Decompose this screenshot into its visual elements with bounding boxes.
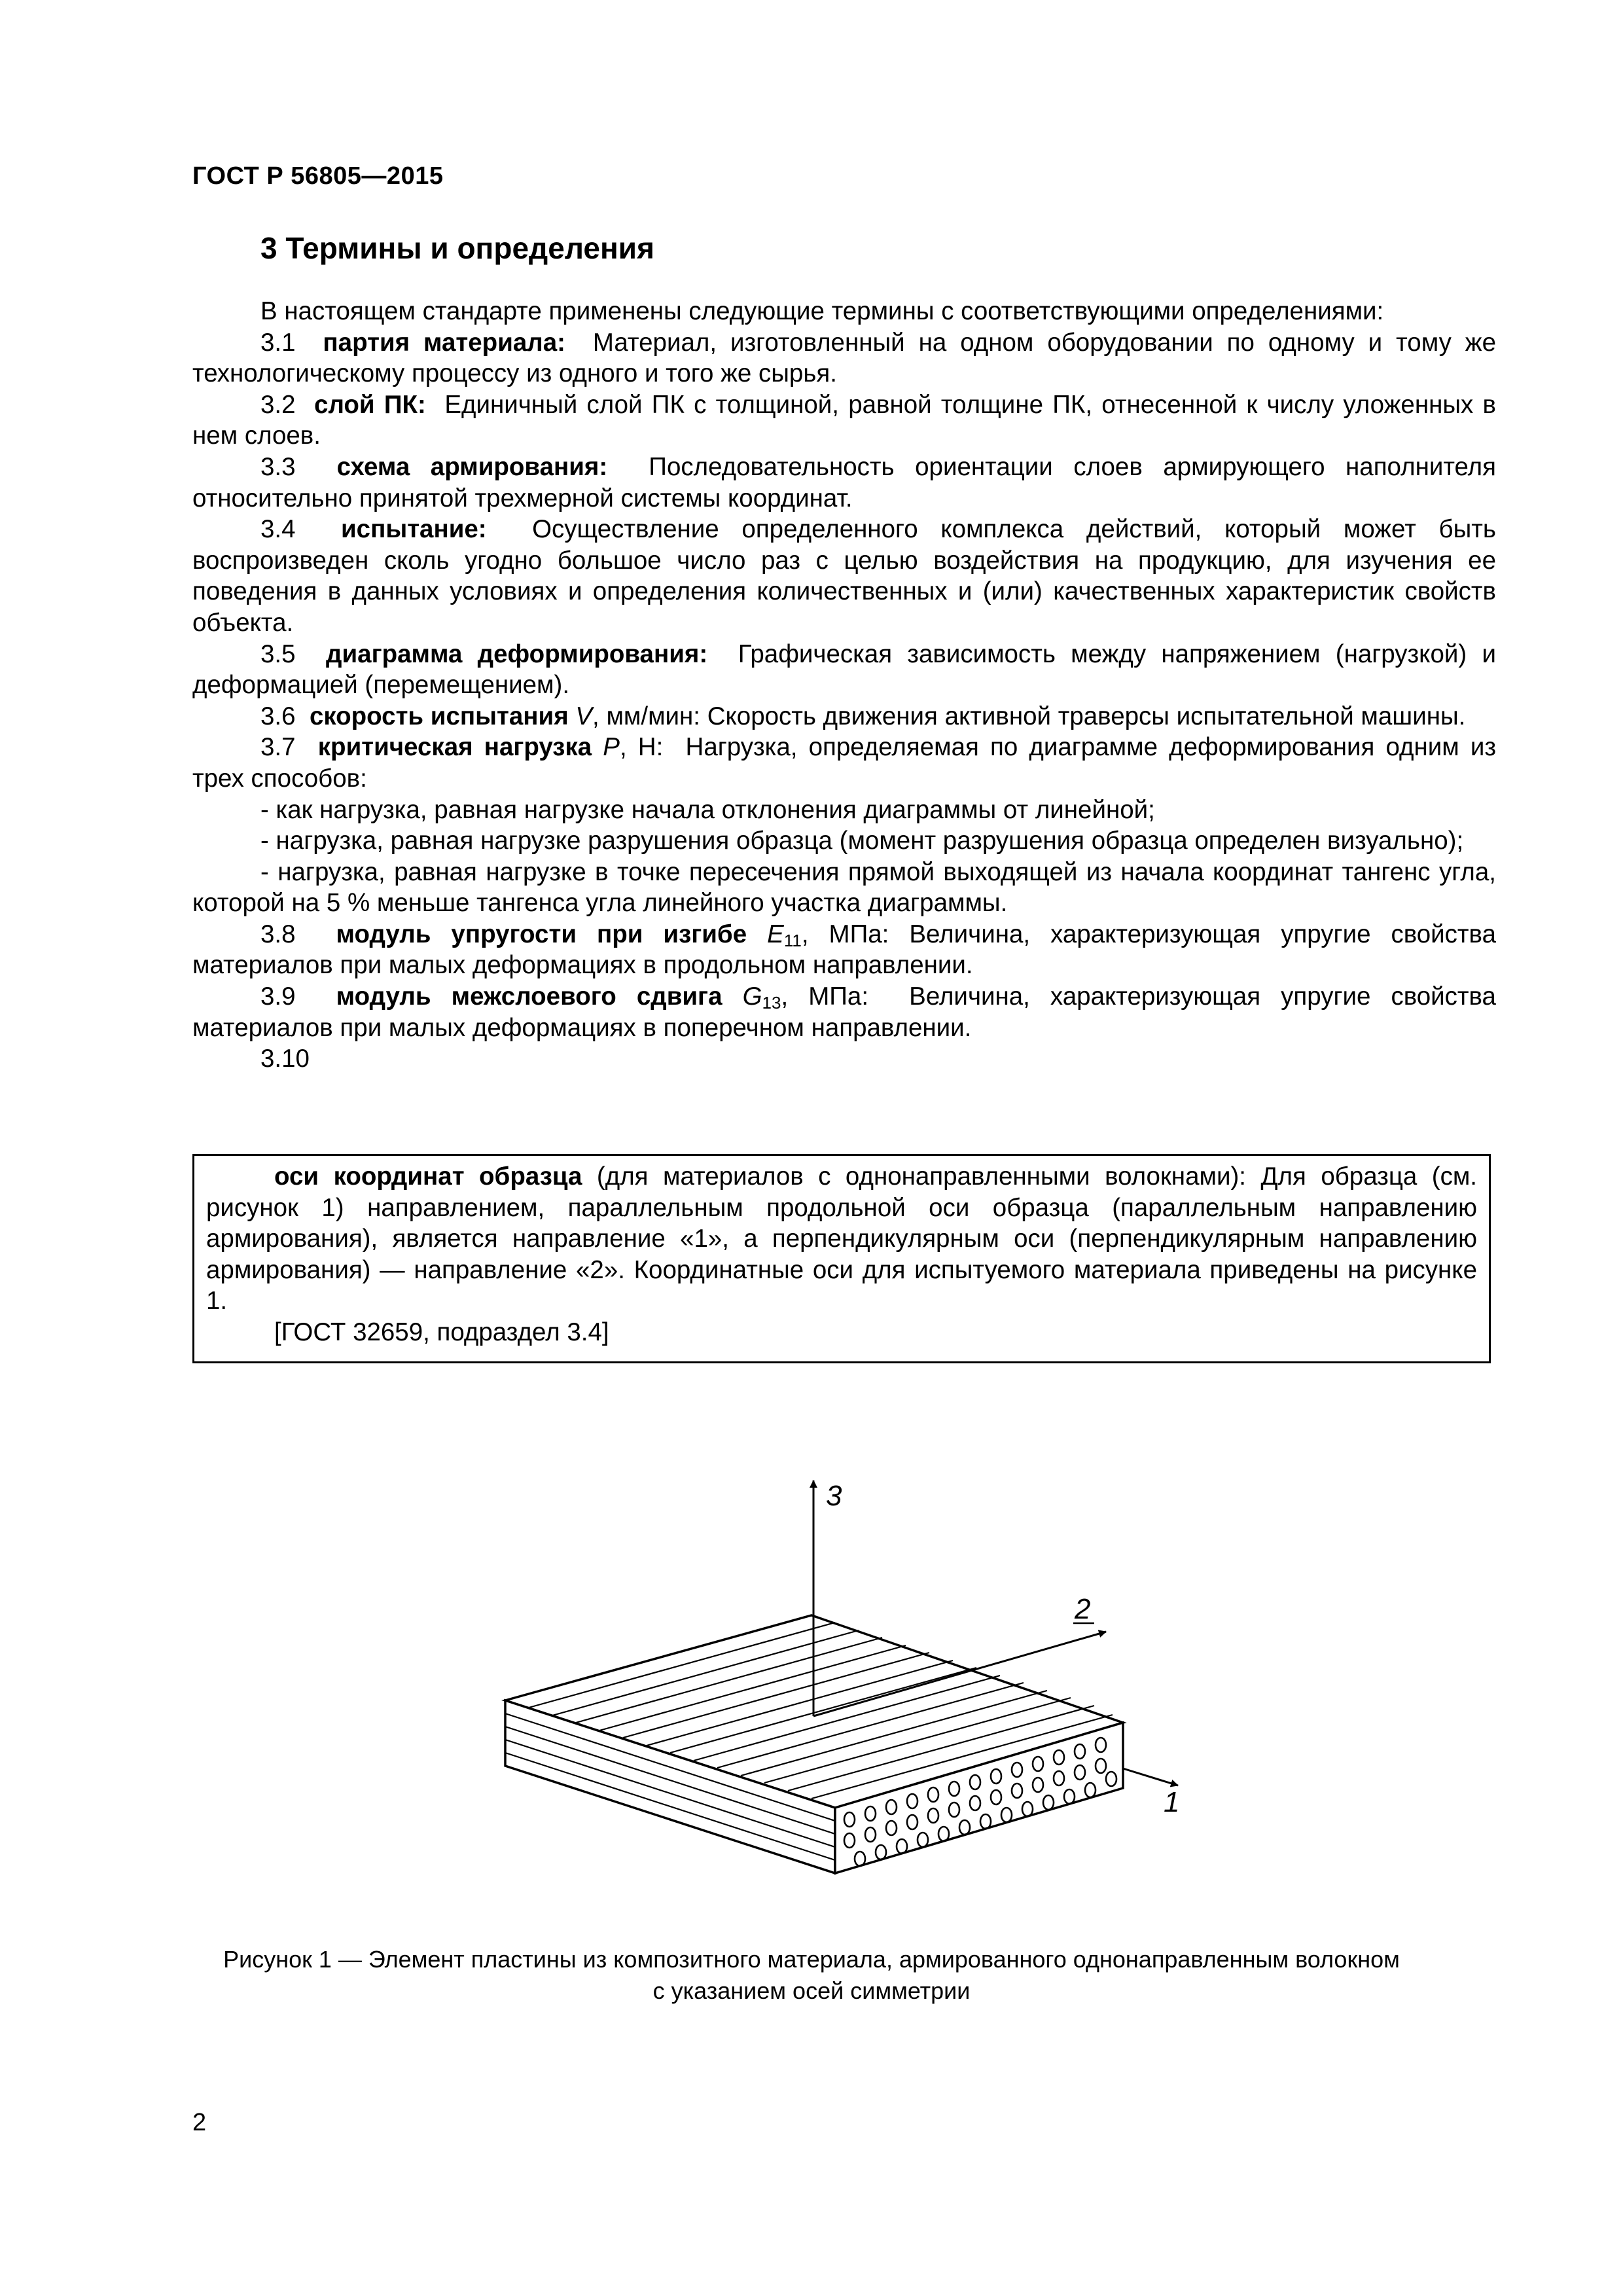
term-3-9: [192, 981, 1496, 1043]
method-item: - как нагрузка, равная нагрузке начала отклонения диаграммы от линейной;: [260, 795, 1155, 824]
term-3-8: [192, 919, 1496, 981]
term-definition: Графическая зависимость между напряжением (нагрузкой) и деформацией (перемещением).: [192, 639, 1496, 700]
term-symbol: P: [603, 733, 620, 762]
term-name: модуль упругости при изгибе: [336, 920, 747, 948]
caption-line-2: с указанием осей симметрии: [652, 1977, 971, 2004]
figure-caption: [131, 1944, 1492, 2007]
term-symbol: E: [767, 920, 784, 948]
term-number: 3.8: [260, 920, 296, 948]
term-3-2: [192, 389, 1496, 452]
term-number: 3.3: [260, 452, 296, 481]
term-definition: Скорость движения активной траверсы испытательной машины.: [707, 702, 1466, 730]
term-definition: Величина, характеризующая упругие свойства материалов при малых деформациях в поперечном направлении.: [192, 982, 1496, 1042]
term-name: скорость испытания: [309, 702, 569, 730]
term-number: 3.4: [260, 515, 296, 544]
quoted-definition-box: [192, 1154, 1491, 1363]
term-definition: Величина, характеризующая упругие свойства материалов при малых деформациях в продольном направлении.: [192, 920, 1496, 980]
term-3-6: [192, 701, 1496, 732]
term-3-10: [206, 1161, 1477, 1317]
term-definition: Единичный слой ПК с толщиной, равной толщине ПК, отнесенной к числу уложенных в нем слоев.: [192, 390, 1496, 450]
term-definition: (для материалов с однонаправленными волокнами): Для образца (см. рисунок 1) направлением, параллельным продольной оси образца (параллельным направлению армирования), является направление «1», а перпендикулярным оси (перпендикулярным направлению армирования) — направление «2». Координатные оси для испытуемого материала приведены на рисунке 1.: [206, 1162, 1477, 1316]
page-number: 2: [192, 2109, 207, 2136]
composite-plate-figure: [0, 1440, 1623, 1911]
term-name: испытание:: [340, 515, 487, 544]
term-number: 3.9: [260, 982, 296, 1011]
term-subscript: 13: [762, 993, 781, 1013]
term-unit: , Н:: [619, 733, 664, 762]
method-item: - нагрузка, равная нагрузке разрушения образца (момент разрушения образца определен визуально);: [260, 827, 1464, 855]
method-item: - нагрузка, равная нагрузке в точке пересечения прямой выходящей из начала координат тангенс угла, которой на 5 % меньше тангенса угла линейного участка диаграммы.: [192, 857, 1496, 918]
term-name: партия материала:: [323, 328, 565, 357]
axis-1-label: 1: [1164, 1786, 1180, 1818]
term-definition: Материал, изготовленный на одном оборудовании по одному и тому же технологическому процессу из одного и того же сырья.: [192, 328, 1496, 388]
term-subscript: 11: [783, 930, 802, 950]
document-id: ГОСТ Р 56805—2015: [192, 162, 444, 190]
definitions-body: [192, 296, 1496, 1075]
term-source: [ГОСТ 32659, подраздел 3.4]: [274, 1318, 609, 1346]
term-symbol: G: [742, 982, 762, 1011]
term-name: критическая нагрузка: [317, 733, 592, 762]
term-name: диаграмма деформирования:: [326, 639, 708, 668]
term-3-1: [192, 327, 1496, 389]
term-name: оси координат образца: [274, 1162, 582, 1191]
term-name: слой ПК:: [314, 390, 426, 419]
term-unit: , мм/мин:: [592, 702, 701, 730]
term-3-7: [192, 732, 1496, 794]
term-symbol: V: [575, 702, 593, 730]
term-3-3: [192, 452, 1496, 514]
term-number: 3.2: [260, 390, 296, 419]
term-number: 3.6: [260, 702, 296, 730]
intro-paragraph: В настоящем стандарте применены следующие термины с соответствующими определениями:: [260, 297, 1384, 325]
term-3-5: [192, 639, 1496, 701]
axis-2-label: 2: [1075, 1593, 1091, 1625]
term-number: 3.7: [260, 733, 296, 762]
caption-line-1: Рисунок 1 — Элемент пластины из композитного материала, армированного однонаправленным волокном: [223, 1946, 1400, 1973]
term-definition: Последовательность ориентации слоев армирующего наполнителя относительно принятой трехмерной системы координат.: [192, 452, 1496, 512]
axis-3-label: 3: [826, 1480, 842, 1512]
term-definition: Осуществление определенного комплекса действий, который может быть воспроизведен сколь угодно большое число раз с целью воздействия на продукцию, для изучения ее поведения в данных условиях и определения количественных и (или) качественных характеристик свойств объекта.: [192, 515, 1496, 637]
term-name: схема армирования:: [336, 452, 608, 481]
term-number: 3.5: [260, 639, 296, 668]
section-title: 3 Термины и определения: [260, 231, 654, 265]
term-3-10-number: 3.10: [260, 1045, 310, 1073]
term-unit: , МПа:: [801, 920, 889, 948]
term-number: 3.1: [260, 328, 296, 357]
term-definition: Нагрузка, определяемая по диаграмме деформирования одним из трех способов:: [192, 733, 1496, 793]
term-unit: , МПа:: [781, 982, 869, 1011]
axis-1-arrow: [1123, 1768, 1178, 1785]
term-name: модуль межслоевого сдвига: [336, 982, 722, 1011]
term-3-4: [192, 514, 1496, 638]
